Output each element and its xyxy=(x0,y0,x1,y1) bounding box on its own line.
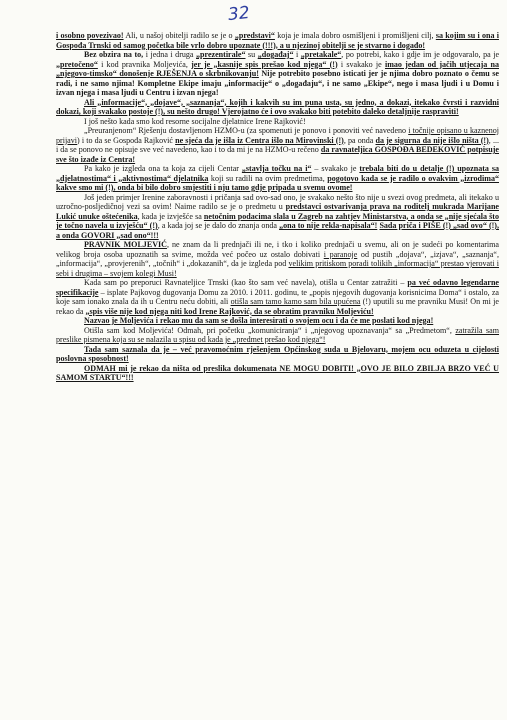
text-run: Otišla sam kod Moljevića! Odmah, pri početku „komuniciranja“ i „njegovog upoznavanja“ sa „Predmetom“, xyxy=(84,325,456,335)
text-run: Još jeden primjer Irenine zaboravnosti i pričanja sad ovo-sad ono, je svakako nešto što nije u svezi ovog predmeta, ali itekako u uzročno-posljedičnoj vezi sa ovim! Naime radilo se je o predmetu u xyxy=(56,192,499,211)
text-run: sa kojim su i ona i Gospođa Trnski od samog početka bile vrlo dobro upoznate (!!!), a u njezinoj obitelji se je stvarno i događo! xyxy=(56,31,499,50)
text-run: i kod pravnika Moljevića, xyxy=(97,59,192,69)
text-run: netočnim podacima slala u Zagreb na zahtjev Ministarstva, a onda se „nije sjećala što je točno navela u izvješću“ (!) xyxy=(56,211,499,230)
text-run: „Preuranjenom“ Rješenju dostavljenom HZMO-u (za spomenuti je ponovo i ponoviti već navedeno xyxy=(84,126,409,135)
text-run: – isplate Pajkovog dugovanja Domu za 2010. i 2011. godinu, te „popis njegovih dugovanja korisnicima Doma“ i ostalo, za koje sam ionako znala da ih u Centru neću dobiti, ali xyxy=(56,287,499,306)
text-run: da je sigurna da nije išlo ništa (!) xyxy=(375,135,489,145)
text-run: – svakako je xyxy=(311,164,360,173)
paragraph-1 xyxy=(56,31,499,50)
text-run: Ali, u našoj obitelji radilo se je o xyxy=(123,31,235,40)
text-run: , a kada joj se je dalo do znanja onda xyxy=(157,221,280,230)
paragraph-11 xyxy=(56,326,499,345)
text-run: Nazvao je Moljevića i rekao mu da sam se došla interesirati o svojem ocu i da će me poslati kod njega! xyxy=(84,316,434,325)
text-run: Nije potrebito posebno isticati jer je njima dobro poznato o čemu se radi, i ne samo njima! Kompletne Ekipe imaju „informacije“ o „događaju“, i ne samo „Ekipe“, nego i masa ljudi i u Domu i izvan njega i masa ljudi u Centru i izvan njega! xyxy=(56,69,499,97)
text-run: zatražila sam preslike pismena koja su se nalazila u spisu od kada je „predmet prešao kod njega“! xyxy=(56,325,500,344)
text-run: od pustih „dojava“, „izjava“, „saznanja“, „informacija“, „provjerenih“, „točnih“ i „dokazanih“, da je izgleda pod xyxy=(56,249,499,268)
paragraph-2 xyxy=(56,50,499,98)
text-run: Sada priča i PIŠE (!) „sad ovo“ (!), a onda GOVORI „sad ono“!!! xyxy=(56,221,500,240)
text-run: i točnije opisano u kaznenoj prijavi xyxy=(56,126,500,145)
text-run: ne sjeća da je išla iz Centra išlo na Mirovinski (!) xyxy=(175,135,344,145)
text-run: velikim pritiskom poradi tolikih „informacija“ prestao vjerovati i sebi i drugima – svojem kolegi Musi! xyxy=(56,259,500,278)
document-body xyxy=(56,31,499,383)
text-run: Tada sam saznala da je – već pravomoćnim rješenjem Općinskog suda u Bjelovaru, mojem ocu oduzeta u cijelosti poslovna sposobnost! xyxy=(56,344,499,363)
text-run: „pretočeno“ xyxy=(56,59,98,69)
paragraph-3 xyxy=(56,98,499,117)
text-run: pa već odavno legendarne specifikacije xyxy=(56,278,499,297)
text-run: „stavlja točku na i“ xyxy=(241,164,312,173)
text-run: „prezentirale“ xyxy=(196,50,246,59)
text-run: ) i to da se Gospođa Rajković xyxy=(77,135,176,145)
text-run: I još nešto kada smo kod resorne socijalne djelatnice Irene Rajković! xyxy=(84,116,306,126)
text-run: Pa kako je izgleda ona ta koja za cijeli Centar xyxy=(84,164,242,173)
text-run: i jedna i druga xyxy=(145,50,197,59)
text-run: „predstavi“ xyxy=(234,31,275,40)
text-run: da ravnateljica GOSPOĐA BEDEKOVIĆ potpisuje sve što izađe iz Centra! xyxy=(56,145,499,164)
paragraph-7 xyxy=(56,193,499,241)
paragraph-13 xyxy=(56,364,499,383)
text-run: predstavci ostvarivanja prava na roditelj mukrada Marijane Lukić unuke oštećenika xyxy=(56,202,499,221)
text-run: Ali „informacije“, „dojave“, „saznanja“, kojih i kakvih su im puna usta, su jedno, a dokazi, itekako čvrsti i razvidni dokazi, koji svakako postoje (!), su nešto drugo! Vjerojatno će i ovo svakako biti potebito daleko detaljnije raspraviti! xyxy=(56,97,499,116)
text-run: su xyxy=(245,50,258,59)
text-run: koji su radili na ovim predmetima, xyxy=(208,173,328,183)
text-run: PRAVNIK MOLJEVIĆ xyxy=(84,240,167,249)
paragraph-8 xyxy=(56,240,499,278)
text-run: koja je imala dobro osmišljeni i promišljeni cilj, xyxy=(274,31,436,40)
text-run: , ne znam da li prednjači ili ne, i tko i koliko prednjači u svemu, ali on je sudeći po komentarima velikog broja osoba upoznatih sa svime, možda već počeo uz ostalo dobivati xyxy=(56,240,499,259)
paragraph-9 xyxy=(56,278,499,316)
text-run: , pa onda xyxy=(343,135,376,145)
text-run: i osobno povezivao! xyxy=(56,31,124,40)
text-run: imao jedan od jačih utjecaja na „njegovo-timsko“ donošenje RJEŠENJA o skrbnikovanju! xyxy=(56,59,499,78)
text-run: pogotovo kada se je radilo o ovakvim „izrodima“ kakve smo mi (!), onda bi bilo dobro smjestiti i nju tamo gdje pripada u svemu ovome! xyxy=(56,173,499,192)
text-run: Kada sam po preporuci Ravnateljice Trnski (kao što sam već navela), otišla u Centar zatražiti – xyxy=(84,278,408,287)
text-run: , ... i da se ponovo ne opisuje sve već navedeno, kao i to da mi je na HZMO-u rečeno xyxy=(56,135,499,154)
text-run: , po potrebi, kako i gdje im je odgovaralo, pa je xyxy=(341,50,500,59)
text-run: Bez obzira na to, xyxy=(84,50,146,59)
text-run: otišla sam tamo kamo sam bila upućena xyxy=(230,297,361,306)
text-run: i paranoje xyxy=(323,249,358,259)
paragraph-12 xyxy=(56,345,499,364)
paragraph-6 xyxy=(56,164,499,193)
text-run: jer je „kasnije spis prešao kod njega“ (!) xyxy=(191,59,338,69)
text-run: , kada je izvješće sa xyxy=(137,211,204,221)
paragraph-10 xyxy=(56,316,499,326)
text-run: trebala biti do u detalje (!) upoznata sa „djelatnostima“ i „aktivnostima“ djelatnika xyxy=(56,164,500,183)
text-run: „pretakale“ xyxy=(300,50,342,59)
text-run: i xyxy=(293,50,301,59)
text-run: (!) uputili su me pravniku Musi! On mi je rekao da xyxy=(56,297,499,316)
paragraph-4 xyxy=(56,117,499,127)
text-run: ODMAH mi je rekao da ništa od preslika dokumenata NE MOGU DOBITI! „OVO JE BILO ZBILJA BRZO VEĆ U SAMOM STARTU“!!! xyxy=(56,363,499,382)
text-run: i svakako je xyxy=(337,59,385,69)
page-number: 32 xyxy=(227,2,251,26)
paragraph-5 xyxy=(56,126,499,164)
text-run: „događaj“ xyxy=(257,50,294,59)
text-run: „ona to nije rekla-napisala“! xyxy=(279,221,378,230)
text-run: „spis više nije kod njega niti kod Irene Rajković, da se obratim pravniku Moljeviću! xyxy=(85,306,374,316)
